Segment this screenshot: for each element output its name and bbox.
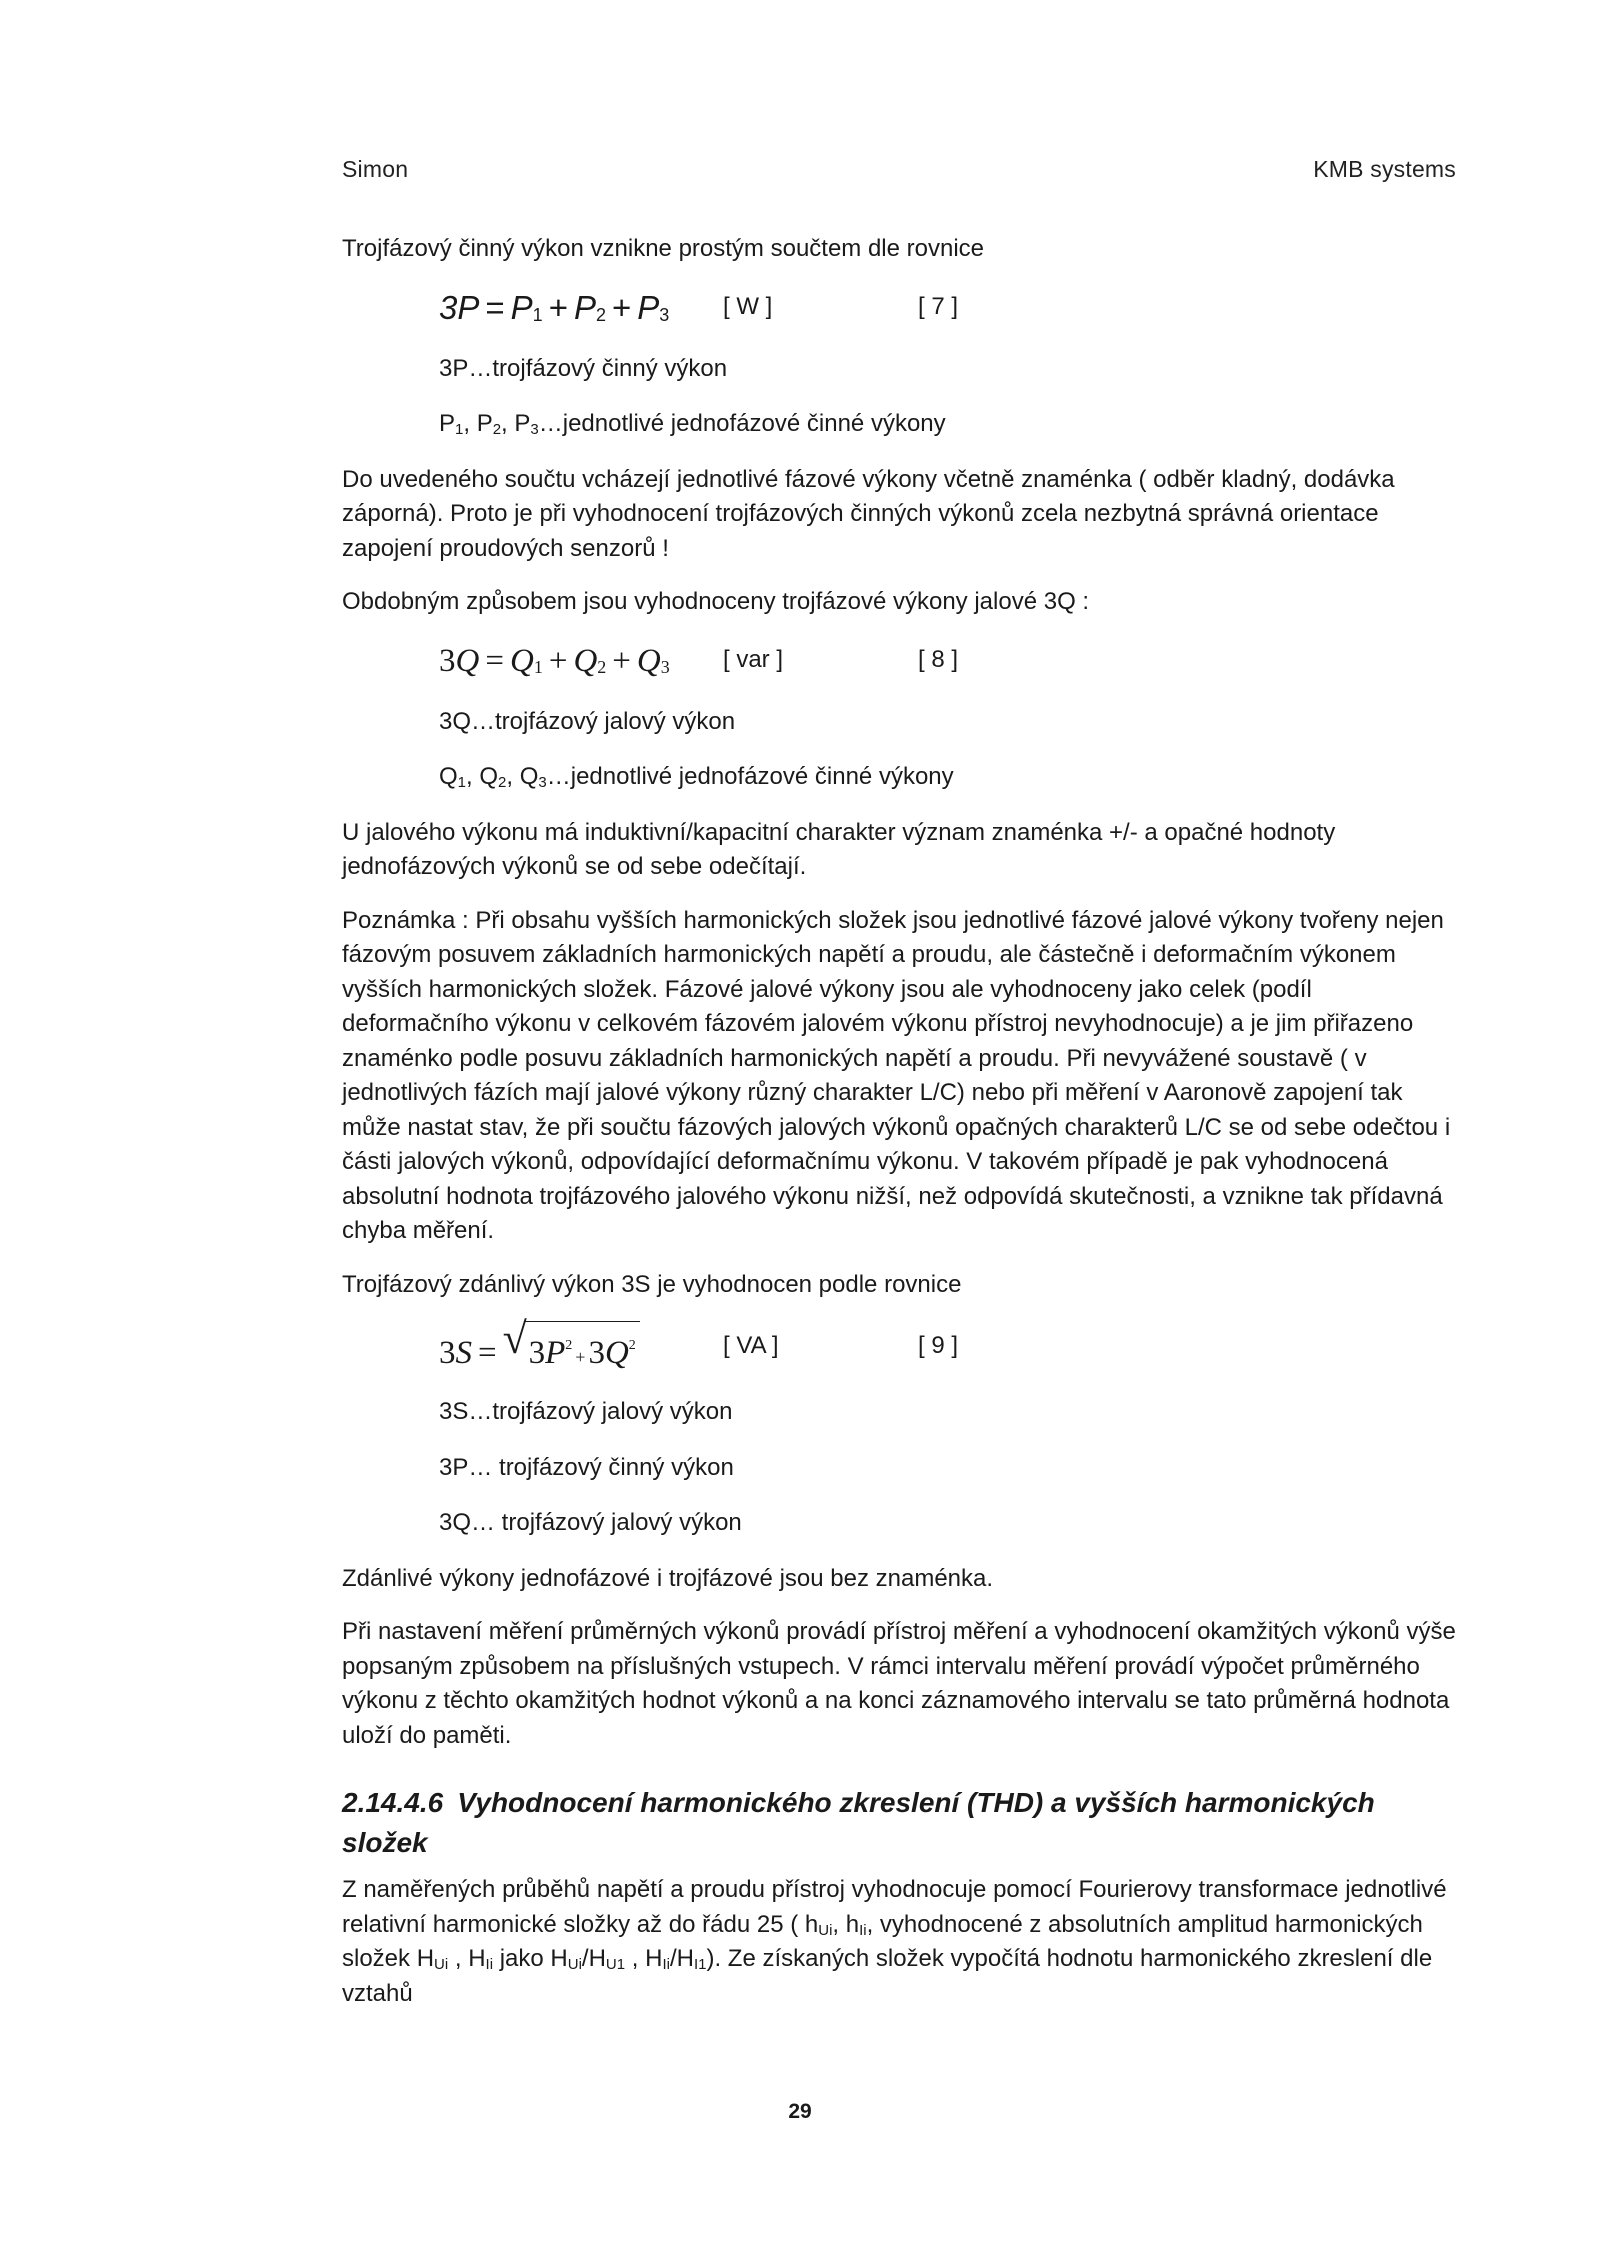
average-paragraph: Při nastavení měření průměrných výkonů provádí přístroj měření a vyhodnocení okamžitých výkonů výše popsaným způsobem na příslušných vstupech. V rámci intervalu měření provádí výpočet průměrného výkonu z těchto okamžitých hodnot výkonů a na konci záznamového intervalu se tato průměrná hodnota uloží do paměti. — [342, 1618, 1456, 1749]
equation-9-formula: 3S = √ $3P^2+3Q^2$ — [439, 1321, 640, 1379]
equation-9-number: [ 9 ] — [918, 1332, 959, 1359]
equation-7-number: [ 7 ] — [918, 292, 959, 320]
definition-3q-2: 3Q… trojfázový jalový výkon — [439, 1509, 742, 1536]
equation-9 — [342, 1314, 1458, 1377]
equation-8 — [342, 639, 1458, 687]
equation-8-unit: [ var ] — [723, 645, 784, 673]
equation-7-definitions — [342, 352, 1458, 442]
section-title: Vyhodnocení harmonického zkreslení (THD) a vyšších harmonických složek — [342, 1787, 1375, 1858]
equation-8-number: [ 8 ] — [918, 645, 959, 673]
page-content — [342, 232, 1458, 2030]
note-paragraph: Poznámka : Při obsahu vyšších harmonických složek jsou jednotlivé fázové jalové výkony tvořeny nejen fázovým posuvem základních harmonických napětí a proudu, ale částečně i deformačním výkonem vyšších harmonických složek. Fázové jalové výkony jsou ale vyhodnoceny jako celek (podíl deformačního výkonu v celkovém fázovém jalovém výkonu přístroj nevyhodnocuje) a je jim přiřazeno znaménko podle posuvu základních harmonických napětí a proudu. Při nevyvážené soustavě ( v jednotlivých fázích mají jalové výkony různý charakter L/C) nebo při měření v Aaronově zapojení tak může nastat stav, že při součtu fázových jalových výkonů opačných charakterů L/C se od sebe odečtou i části jalových výkonů, odpovídající deformačnímu výkonu. V takovém případě je pak vyhodnocená absolutní hodnota trojfázového jalového výkonu nižší, než odpovídá skutečnosti, a vznikne tak přídavná chyba měření. — [342, 906, 1451, 1244]
equation-7-formula: 3P = P1 + P2 + P3 — [439, 288, 670, 326]
nosign-paragraph: Zdánlivé výkony jednofázové i trojfázové jsou bez znaménka. — [342, 1564, 994, 1592]
character-paragraph: U jalového výkonu má induktivní/kapacitní charakter význam znaménka +/- a opačné hodnoty jednofázových výkonů se od sebe odečítají. — [342, 818, 1336, 880]
definition-q123: $Q_1$, $Q_2$, $Q_3\dots jednotlivé$ jednofázové činné výkony — [439, 763, 954, 791]
definition-3s: 3S…trojfázový jalový výkon — [439, 1398, 733, 1425]
section-heading — [342, 1783, 1458, 1863]
intro-paragraph: Trojfázový činný výkon vznikne prostým součtem dle rovnice — [342, 235, 985, 262]
equation-8-definitions — [342, 705, 1458, 795]
equation-7-unit: [ W ] — [723, 292, 773, 320]
reactive-paragraph: Obdobným způsobem jsou vyhodnoceny trojfázové výkony jalové 3Q : — [342, 588, 1090, 615]
header-author: Simon — [342, 156, 409, 182]
definition-3p: 3P…trojfázový činný výkon — [439, 354, 728, 382]
definition-3q: 3Q…trojfázový jalový výkon — [439, 707, 736, 735]
header-company: KMB systems — [1313, 156, 1456, 182]
definition-p123: $P_1$, $P_2$, $P_3\dots jednotlivé$ jednofázové činné výkony — [439, 410, 946, 438]
equation-9-unit: [ VA ] — [723, 1332, 779, 1359]
definition-3p-2: 3P… trojfázový činný výkon — [439, 1453, 734, 1481]
sign-paragraph: Do uvedeného součtu vcházejí jednotlivé fázové výkony včetně znaménka ( odběr kladný, dodávka záporná). Proto je při vyhodnocení trojfázových činných výkonů zcela nezbytná správná orientace zapojení proudových senzorů ! — [342, 465, 1395, 562]
page-number: 29 — [788, 2100, 812, 2123]
section-number: 2.14.4.6 — [342, 1787, 444, 1818]
equation-9-definitions — [342, 1395, 1458, 1541]
equation-7 — [342, 286, 1458, 334]
apparent-paragraph: Trojfázový zdánlivý výkon 3S je vyhodnocen podle rovnice — [342, 1270, 962, 1298]
equation-8-formula: 3Q = Q1 + Q2 + Q3 — [439, 642, 670, 679]
thd-paragraph: Z naměřených průběhů napětí a proudu přístroj vyhodnocuje pomocí Fourierovy transformace jednotlivé relativní harmonické složky až do řádu 25 ( $h_{Ui}$, $h_{Ii}$, vyhodnocené z absolutních amplitud harmonických složek $H_{Ui}$ , $H_{Ii}$ jako $H_{Ui}/H_{U1}$ , $H_{Ii}/H_{I1}$). Ze získaných složek vypočítá hodnotu harmonického zkreslení dle vztahů — [342, 1876, 1447, 2007]
